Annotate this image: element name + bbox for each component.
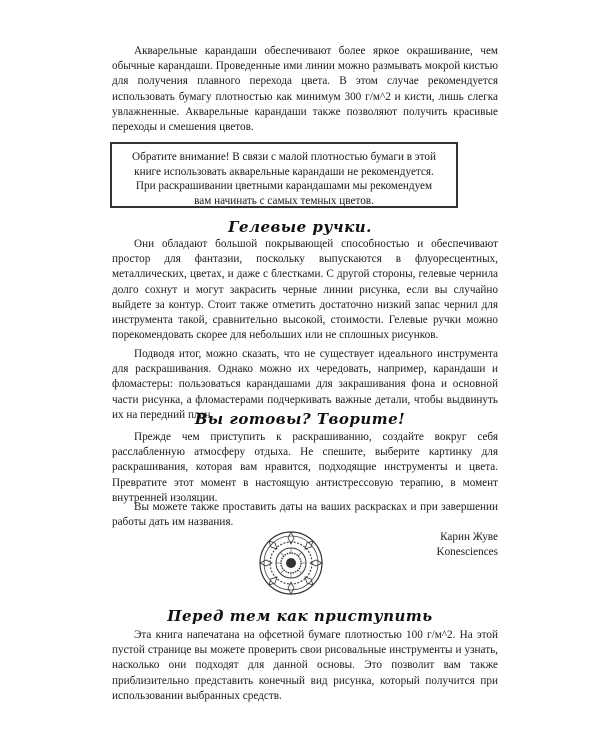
before-start-paragraph: Эта книга напечатана на офсетной бумаге плотностью 100 г/м^2. На этой пустой странице вы можете проверить свои рисовальные инструменты и узнать, насколько они подходят для данной основы. Это позволит вам также приблизительно представить конечный вид рисунка, который получится при использовании выбранных средств. [112, 629, 498, 702]
before-start-heading: Перед тем как приступить [167, 607, 433, 625]
gel-pens-paragraph: Они обладают большой покрывающей способностью и обеспечивают простор для фантазии, поскольку выпускаются в флуоресцентных, металлических, цветах, и даже с блестками. С другой стороны, гелевые чернила долго сохнут и могут закрасить черные линии рисунка, если вы случайно выйдете за контур. Стоит также отметить достаточно низкий запас чернил для инструмента такой, сравнительно высокой, стоимости. Гелевые ручки можно порекомендовать скорее для небольших или не сплошных рисунков. [112, 238, 498, 342]
ready-heading: Вы готовы? Творите! [194, 410, 406, 428]
intro-paragraph: Акварельные карандаши обеспечивают более яркое окрашивание, чем обычные карандаши. Проведенные ими линии можно размывать мокрой кистью для получения плавного перехода цвета. В этом случае рекомендуется использовать бумагу плотностью как минимум 300 г/м^2 и кисти, лишь слегка увлажненные. Акварельные карандаши также позволяют получить красивые переходы и смешения цветов. [112, 45, 498, 134]
summary-paragraph: Подводя итог, можно сказать, что не существует идеального инструмента для раскрашивания. Однако можно их чередовать, например, карандаши и фломастеры: пользоваться карандашами для закрашивания фона и основной части рисунка, а фломастерами подчеркивать важные детали, чтобы выдвинуть их на передний план. [112, 348, 498, 421]
signature [436, 530, 498, 560]
mandala-emblem-icon [258, 530, 324, 596]
signature-publisher: Konesciences [436, 546, 498, 558]
notice-text: Обратите внимание! В связи с малой плотностью бумаги в этой книге использовать акварельные карандаши не рекомендуется. При раскрашивании цветными карандашами мы рекомендуем вам начинать с самых темных цветов. [132, 151, 436, 207]
gel-pens-heading: Гелевые ручки. [228, 218, 372, 236]
notice-box [110, 142, 458, 208]
dates-paragraph: Вы можете также проставить даты на ваших раскрасках и при завершении работы дать им названия. [112, 501, 498, 529]
signature-author: Карин Жуве [440, 531, 498, 543]
ready-paragraph: Прежде чем приступить к раскрашиванию, создайте вокруг себя расслабленную атмосферу отдыха. Не спешите, выберите картинку для раскрашивания, которая вам нравится, подходящие инструменты и цвета. Превратите этот момент в настоящую антистрессовую терапию, в момент внутренней изоляции. [112, 431, 498, 504]
